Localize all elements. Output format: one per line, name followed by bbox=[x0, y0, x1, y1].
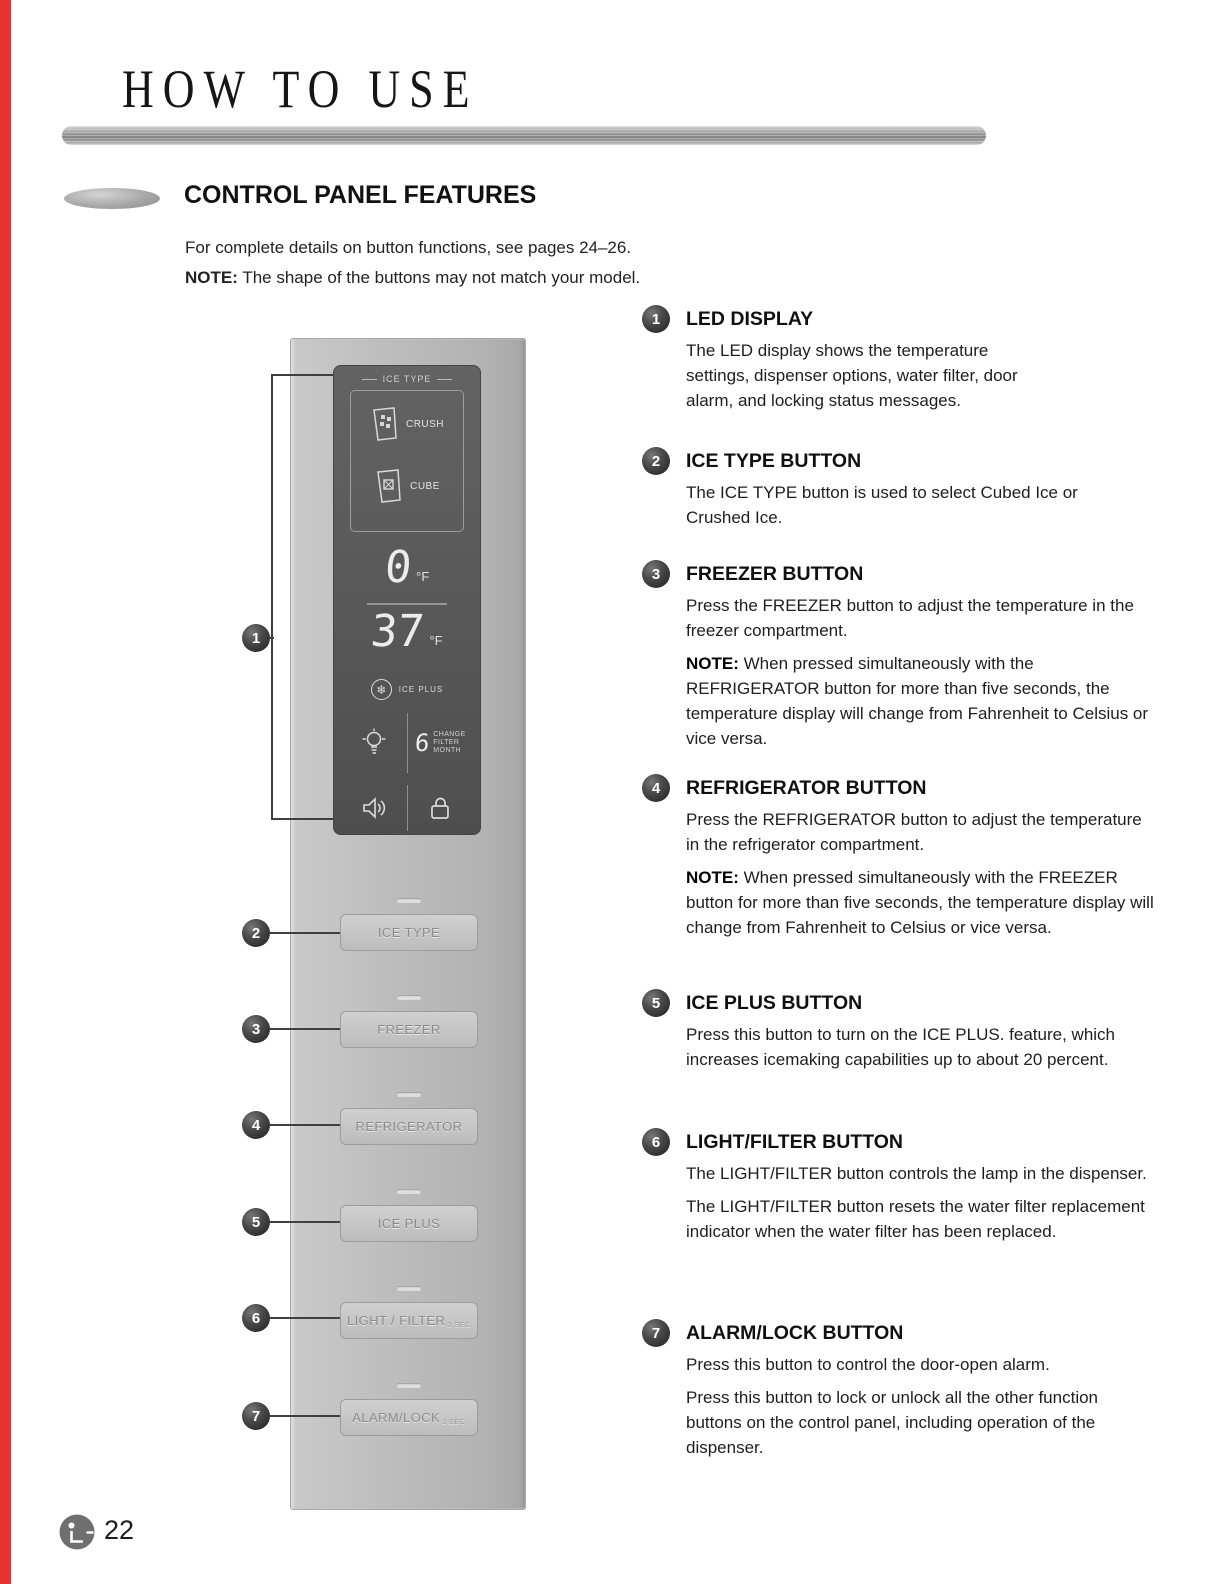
feature-paragraph: The LIGHT/FILTER button resets the water filter replacement indicator when the water filter has been replaced. bbox=[686, 1196, 1145, 1241]
button-indicator-tick bbox=[397, 1189, 421, 1194]
feature-paragraph: Press this button to control the door-open alarm. bbox=[686, 1355, 1050, 1374]
feature-item bbox=[642, 563, 1157, 752]
callout-badge-3: 3 bbox=[242, 1015, 270, 1043]
callout-line bbox=[270, 1415, 340, 1417]
feature-title: ICE PLUS BUTTON bbox=[686, 992, 863, 1014]
callout-badge-5: 5 bbox=[242, 1208, 270, 1236]
snowflake-icon: ❄ bbox=[371, 679, 392, 700]
callout-badge-6: 6 bbox=[242, 1304, 270, 1332]
feature-number-badge bbox=[642, 305, 670, 333]
section-title: CONTROL PANEL FEATURES bbox=[184, 181, 537, 209]
section-bullet bbox=[64, 188, 160, 209]
panel-button-suffix: 3 SEC bbox=[447, 1320, 471, 1329]
intro-text: For complete details on button functions, see pages 24–26. bbox=[185, 238, 632, 257]
crushed-ice-icon bbox=[370, 407, 398, 441]
filter-caption bbox=[433, 731, 465, 755]
panel-button-label: FREEZER bbox=[377, 1022, 441, 1037]
panel-button-freezer[interactable] bbox=[340, 1011, 478, 1048]
panel-button-label: ICE TYPE bbox=[377, 925, 441, 940]
feature-number: 4 bbox=[651, 779, 661, 797]
feature-item bbox=[642, 450, 1142, 531]
button-indicator-tick bbox=[397, 1286, 421, 1291]
panel-button-label: REFRIGERATOR bbox=[355, 1119, 463, 1134]
title-divider-bar bbox=[62, 126, 986, 145]
feature-paragraph: Press the FREEZER button to adjust the temperature in the freezer compartment. bbox=[686, 596, 1134, 640]
decorative-dash bbox=[362, 379, 377, 380]
feature-number-badge bbox=[642, 447, 670, 475]
feature-body bbox=[686, 1162, 1157, 1245]
feature-title: LED DISPLAY bbox=[686, 308, 814, 330]
light-bulb-icon bbox=[361, 728, 387, 758]
feature-number: 2 bbox=[651, 452, 661, 470]
lg-logo bbox=[57, 1512, 97, 1557]
feature-paragraph: The ICE TYPE button is used to select Cubed Ice or Crushed Ice. bbox=[686, 483, 1078, 527]
feature-body bbox=[686, 339, 1037, 414]
freezer-temp-value: 0 bbox=[382, 542, 414, 593]
feature-item bbox=[642, 992, 1166, 1073]
feature-paragraph: NOTE: When pressed simultaneously with the REFRIGERATOR button for more than five seconds, the temperature display will change from Fahrenheit to Celsius or vice versa. bbox=[686, 653, 1149, 748]
freezer-temp-unit: °F bbox=[416, 568, 430, 584]
feature-title: ICE TYPE BUTTON bbox=[686, 450, 862, 472]
ice-plus-indicator bbox=[333, 679, 481, 700]
filter-caption-line: FILTER bbox=[433, 738, 460, 746]
cube-label: CUBE bbox=[410, 480, 440, 492]
filter-status-row bbox=[341, 713, 473, 773]
feature-item bbox=[642, 1322, 1132, 1461]
callout-line bbox=[271, 374, 333, 376]
panel-button-refrigerator[interactable] bbox=[340, 1108, 478, 1145]
panel-button-ice-plus[interactable] bbox=[340, 1205, 478, 1242]
panel-button-ice-type[interactable] bbox=[340, 914, 478, 951]
led-display bbox=[333, 365, 481, 835]
feature-number: 5 bbox=[651, 994, 661, 1012]
feature-title: LIGHT/FILTER BUTTON bbox=[686, 1131, 904, 1153]
callout-line bbox=[270, 932, 340, 934]
callout-line bbox=[270, 1124, 340, 1126]
fridge-temp-display bbox=[333, 606, 481, 657]
callout-badge-2: 2 bbox=[242, 919, 270, 947]
door-alarm-indicator bbox=[341, 785, 407, 831]
feature-body bbox=[686, 1353, 1132, 1461]
page-edge-accent bbox=[0, 0, 11, 1584]
lock-indicator bbox=[407, 785, 474, 831]
panel-button-light-filter[interactable] bbox=[340, 1302, 478, 1339]
freezer-temp-display bbox=[333, 542, 481, 593]
panel-button-alarm-lock[interactable] bbox=[340, 1399, 478, 1436]
speaker-icon bbox=[361, 796, 387, 820]
callout-line bbox=[270, 1221, 340, 1223]
panel-button-label: ALARM/LOCK bbox=[352, 1410, 441, 1425]
callout-line bbox=[270, 1317, 340, 1319]
feature-number: 7 bbox=[651, 1324, 661, 1342]
ice-type-indicator-box bbox=[350, 390, 464, 532]
feature-paragraph: NOTE: When pressed simultaneously with the FREEZER button for more than five seconds, the temperature display will change from Fahrenheit to Celsius or vice versa. bbox=[686, 867, 1154, 937]
feature-number: 3 bbox=[651, 565, 661, 583]
dispenser-light-indicator bbox=[341, 713, 407, 773]
lock-icon bbox=[428, 795, 452, 821]
crush-label: CRUSH bbox=[405, 418, 445, 430]
note-text: The shape of the buttons may not match your model. bbox=[242, 268, 641, 287]
feature-paragraph: The LIGHT/FILTER button controls the lamp in the dispenser. bbox=[686, 1164, 1147, 1183]
feature-number-badge bbox=[642, 1319, 670, 1347]
feature-number: 6 bbox=[651, 1133, 661, 1151]
feature-body bbox=[686, 1023, 1166, 1073]
panel-button-label: ICE PLUS bbox=[377, 1216, 441, 1231]
callout-line bbox=[270, 1028, 340, 1030]
callout-bracket bbox=[271, 374, 273, 820]
callout-badge-1: 1 bbox=[242, 624, 270, 652]
button-indicator-tick bbox=[397, 1092, 421, 1097]
feature-paragraph: The LED display shows the temperature settings, dispenser options, water filter, door alarm, and locking status messages. bbox=[686, 341, 1018, 410]
filter-month-value: 6 bbox=[413, 729, 431, 757]
feature-body bbox=[686, 481, 1142, 531]
page-title: HOW TO USE bbox=[122, 59, 479, 119]
ice-type-header-text: ICE TYPE bbox=[382, 374, 432, 384]
feature-number-badge bbox=[642, 989, 670, 1017]
feature-paragraph: Press the REFRIGERATOR button to adjust the temperature in the refrigerator compartment. bbox=[686, 810, 1142, 854]
feature-item bbox=[642, 777, 1157, 941]
callout-badge-7: 7 bbox=[242, 1402, 270, 1430]
fridge-temp-value: 37 bbox=[369, 606, 427, 657]
callout-line bbox=[271, 818, 333, 820]
note-label: NOTE: bbox=[185, 268, 238, 287]
panel-button-label: LIGHT / FILTER bbox=[347, 1313, 446, 1328]
feature-paragraph: Press this button to turn on the ICE PLUS. feature, which increases icemaking capabilities up to about 20 percent. bbox=[686, 1025, 1116, 1069]
callout-badge-4: 4 bbox=[242, 1111, 270, 1139]
fridge-temp-unit: °F bbox=[429, 632, 443, 648]
ice-plus-label: ICE PLUS bbox=[398, 685, 444, 694]
feature-item bbox=[642, 308, 1037, 414]
intro-note bbox=[185, 268, 640, 288]
feature-body bbox=[686, 594, 1157, 752]
button-indicator-tick bbox=[397, 995, 421, 1000]
button-indicator-tick bbox=[397, 898, 421, 903]
cubed-ice-icon bbox=[374, 469, 402, 503]
crush-indicator bbox=[351, 407, 463, 441]
cube-indicator bbox=[351, 469, 463, 503]
feature-paragraph: Press this button to lock or unlock all the other function buttons on the control panel, including operation of the dispenser. bbox=[686, 1387, 1099, 1457]
feature-item bbox=[642, 1131, 1157, 1245]
alarm-lock-status-row bbox=[341, 785, 473, 831]
feature-title: FREEZER BUTTON bbox=[686, 563, 864, 585]
decorative-dash bbox=[437, 379, 452, 380]
filter-month-indicator bbox=[407, 713, 474, 773]
filter-caption-line: CHANGE bbox=[433, 730, 466, 738]
feature-body bbox=[686, 808, 1157, 941]
feature-number-badge bbox=[642, 774, 670, 802]
feature-title: REFRIGERATOR BUTTON bbox=[686, 777, 927, 799]
button-indicator-tick bbox=[397, 1383, 421, 1388]
ice-type-section-header bbox=[333, 374, 481, 384]
feature-number-badge bbox=[642, 1128, 670, 1156]
control-panel-figure bbox=[290, 338, 526, 1510]
feature-title: ALARM/LOCK BUTTON bbox=[686, 1322, 904, 1344]
display-divider bbox=[367, 603, 447, 605]
panel-button-suffix: 3 SEC bbox=[442, 1417, 466, 1426]
feature-number-badge bbox=[642, 560, 670, 588]
page-number: 22 bbox=[104, 1515, 135, 1545]
filter-caption-line: MONTH bbox=[433, 747, 461, 755]
feature-number: 1 bbox=[651, 310, 661, 328]
